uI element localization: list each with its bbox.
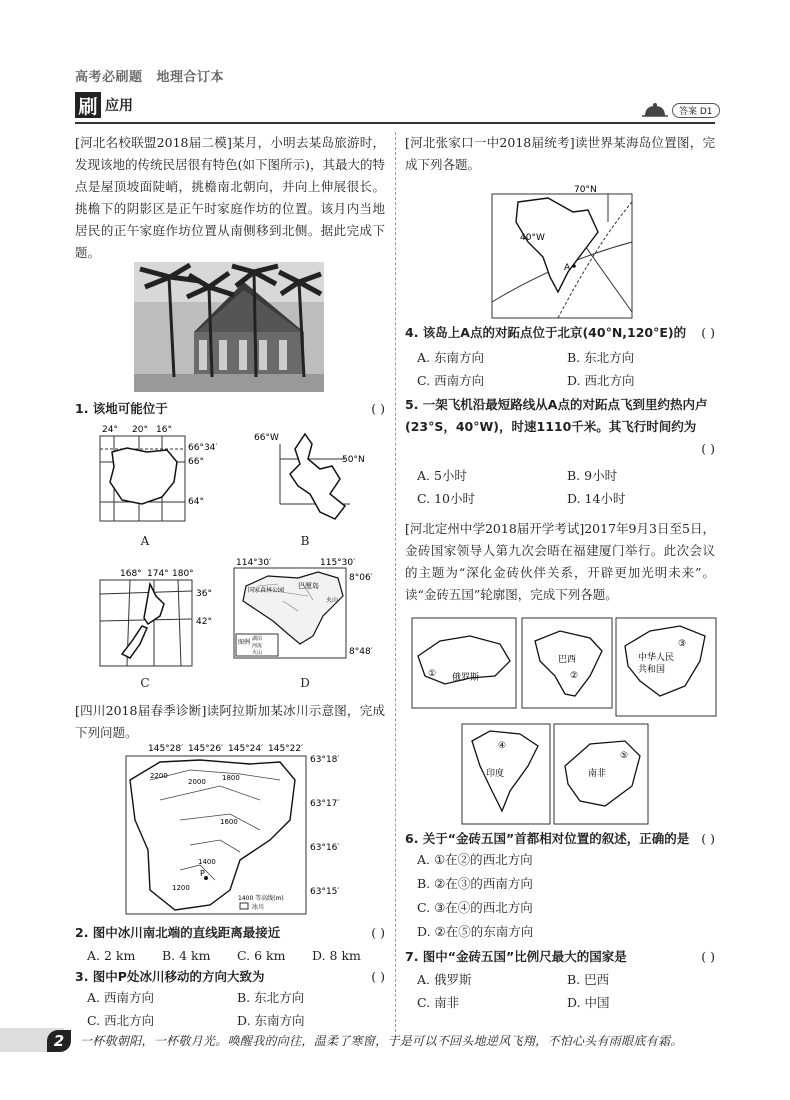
- map-c-lon-1: 168°: [120, 569, 142, 579]
- intro-passage-1: [河北名校联盟2018届二模]某月，小明去某岛旅游时，发现该地的传统民居很有特色(如下图所示)，其最大的特点是屋顶坡面陡峭，挑檐南北朝向，并向上伸展很长。挑檐下的阴影区是正午时家庭作坊的位置。该月内当地居民的正午家庭作坊位置从南侧移到北侧。据此完成下题。: [75, 135, 385, 260]
- option-a[interactable]: A. 5小时: [417, 468, 467, 483]
- question-6-options: [405, 848, 717, 944]
- island-map: [488, 182, 638, 322]
- label-russia: 俄罗斯: [452, 673, 480, 683]
- map-c-label: C: [140, 676, 150, 690]
- question-2-options: [75, 944, 387, 967]
- brics-maps: [410, 616, 720, 826]
- option-d[interactable]: D. ②在⑤的东南方向: [417, 924, 534, 939]
- map-a-lat-1: 66°34′: [188, 443, 218, 453]
- option-c[interactable]: C. 西南方向: [417, 373, 485, 388]
- answer-paren: ( ): [701, 949, 715, 964]
- map-d-label: D: [300, 676, 310, 690]
- option-c[interactable]: C. 10小时: [417, 491, 475, 506]
- option-c[interactable]: C. 西北方向: [87, 1013, 155, 1028]
- map-d-volcano: 火山: [326, 597, 339, 604]
- glacier-legend-glacier: 冰川: [252, 904, 265, 911]
- option-b[interactable]: B. ②在③的西南方向: [417, 876, 533, 891]
- map-a-lon-2: 20°: [132, 425, 148, 435]
- question-5-options: [405, 464, 717, 510]
- map-c: [92, 566, 222, 676]
- glacier-lon-4: 145°22′: [268, 744, 304, 754]
- answer-label: 答案 D1: [672, 103, 720, 118]
- map-d-lat-1: 8°06′: [349, 573, 373, 583]
- num-1: ①: [428, 669, 437, 679]
- glacier-lon-1: 145°28′: [148, 744, 184, 754]
- map-b-label: B: [300, 534, 310, 548]
- label-china-2: 共和国: [638, 665, 666, 675]
- map-a-lat-3: 64°: [188, 497, 204, 507]
- answer-tag: [640, 102, 720, 118]
- map-c-lon-3: 180°: [172, 569, 194, 579]
- question-2: [75, 922, 385, 944]
- map-d-park: 国家森林公园: [248, 587, 285, 594]
- contour-2200: 2200: [150, 772, 168, 780]
- question-7-text: 7. 图中“金砖五国”比例尺最大的国家是: [405, 949, 627, 964]
- question-5: [405, 394, 715, 456]
- option-b[interactable]: B. 9小时: [567, 468, 618, 483]
- option-b[interactable]: B. 4 km: [162, 948, 211, 963]
- section-badge: [75, 92, 133, 118]
- contour-1400: 1400: [198, 858, 216, 866]
- question-7: [405, 946, 715, 968]
- glacier-legend-contour: 1400 等高线(m): [238, 895, 284, 902]
- map-a-lat-2: 66°: [188, 457, 204, 467]
- map-d-lon-2: 115°30′: [320, 558, 356, 568]
- island-lon: 40°W: [520, 233, 545, 243]
- option-a[interactable]: A. 西南方向: [87, 990, 154, 1005]
- point-a: A: [564, 263, 571, 273]
- option-b[interactable]: B. 巴西: [567, 972, 610, 987]
- option-d[interactable]: D. 14小时: [567, 491, 626, 506]
- glacier-lon-3: 145°24′: [228, 744, 264, 754]
- map-b: [250, 424, 370, 534]
- glacier-lat-2: 63°17′: [310, 799, 340, 809]
- option-d[interactable]: D. 东南方向: [237, 1013, 305, 1028]
- intro-passage-4: [河北定州中学2018届开学考试]2017年9月3日至5日，金砖国家领导人第九次会晤在福建厦门举行。此次会议的主题为“深化金砖伙伴关系，开辟更加光明未来”。读“金砖五国”轮廓图，完成下列各题。: [405, 521, 715, 602]
- label-brazil: 巴西: [558, 655, 577, 665]
- map-d-island: 巴厘岛: [298, 582, 319, 590]
- question-1: [75, 398, 385, 420]
- island-lat: 70°N: [574, 185, 597, 195]
- option-a[interactable]: A. 俄罗斯: [417, 972, 472, 987]
- map-d-lon-1: 114°30′: [236, 558, 272, 568]
- point-p: P: [200, 869, 205, 878]
- map-a-label: A: [140, 534, 150, 548]
- map-c-lat-2: 42°: [196, 617, 212, 627]
- glacier-lat-3: 63°16′: [310, 843, 340, 853]
- answer-paren: ( ): [371, 969, 385, 984]
- option-a[interactable]: A. 2 km: [87, 948, 136, 963]
- answer-paren: ( ): [701, 325, 715, 340]
- answer-paren: ( ): [371, 925, 385, 940]
- map-d-legend-3: 火山: [252, 650, 263, 656]
- question-7-options: [405, 968, 717, 1014]
- map-d-legend-title: 图例: [238, 639, 251, 646]
- glacier-lon-2: 145°26′: [188, 744, 224, 754]
- answer-paren: ( ): [701, 831, 715, 846]
- house-photo: [134, 262, 324, 392]
- contour-2000: 2000: [188, 778, 206, 786]
- question-3: [75, 966, 385, 988]
- map-a-lon-3: 16°: [156, 425, 172, 435]
- intro-passage-2: [四川2018届春季诊断]读阿拉斯加某冰川示意图，完成下列问题。: [75, 703, 385, 740]
- label-india: 印度: [486, 769, 505, 779]
- book-title: 高考必刷题: [75, 70, 143, 85]
- column-divider: [395, 132, 396, 1037]
- badge-main: 刷: [75, 92, 101, 118]
- num-3: ③: [678, 639, 687, 649]
- map-b-lat: 50°N: [342, 455, 365, 465]
- header-rule: [75, 122, 715, 124]
- map-c-lat-1: 36°: [196, 589, 212, 599]
- option-c[interactable]: C. 6 km: [237, 948, 286, 963]
- option-c[interactable]: C. 南非: [417, 995, 460, 1010]
- question-6: [405, 828, 715, 850]
- running-header: [75, 66, 238, 85]
- option-c[interactable]: C. ③在④的西北方向: [417, 900, 533, 915]
- question-4: [405, 322, 715, 344]
- map-a: [92, 422, 218, 537]
- answer-paren: ( ): [371, 401, 385, 416]
- question-1-text: 1. 该地可能位于: [75, 401, 168, 416]
- option-d[interactable]: D. 中国: [567, 995, 610, 1010]
- option-a[interactable]: A. 东南方向: [417, 350, 484, 365]
- bell-icon: [640, 102, 670, 118]
- book-subtitle: 地理合订本: [156, 70, 225, 85]
- option-d[interactable]: D. 8 km: [312, 948, 361, 963]
- contour-1600: 1600: [220, 818, 238, 826]
- num-2: ②: [570, 671, 579, 681]
- num-4: ④: [498, 741, 507, 751]
- label-south-africa: 南非: [588, 769, 607, 779]
- glacier-lat-4: 63°15′: [310, 887, 340, 897]
- question-4-options: [405, 346, 717, 392]
- intro-passage-3: [河北张家口一中2018届统考]读世界某海岛位置图，完成下列各题。: [405, 135, 715, 172]
- label-china-1: 中华人民: [638, 653, 675, 663]
- question-5-text: 5. 一架飞机沿最短路线从A点的对跖点飞到里约热内卢(23°S，40°W)，时速1110千米。其飞行时间约为: [405, 397, 708, 434]
- page-number: 2: [47, 1030, 71, 1052]
- option-b[interactable]: B. 东北方向: [567, 350, 635, 365]
- badge-sub: 应用: [105, 98, 133, 114]
- question-3-text: 3. 图中P处冰川移动的方向大致为: [75, 969, 265, 984]
- option-d[interactable]: D. 西北方向: [567, 373, 635, 388]
- footer-motto: 一杯敬朝阳，一杯敬月光。唤醒我的向往，温柔了寒窗，于是可以不回头地逆风飞翔，不怕心头有雨眼底有霜。: [80, 1034, 683, 1048]
- option-b[interactable]: B. 东北方向: [237, 990, 305, 1005]
- map-a-lon-1: 24°: [102, 425, 118, 435]
- map-d: [228, 556, 388, 660]
- glacier-lat-1: 63°18′: [310, 755, 340, 765]
- question-4-text: 4. 该岛上A点的对跖点位于北京(40°N,120°E)的: [405, 325, 687, 340]
- contour-1200: 1200: [172, 884, 190, 892]
- answer-paren: ( ): [701, 441, 715, 456]
- option-a[interactable]: A. ①在②的西北方向: [417, 852, 533, 867]
- map-b-lon: 66°W: [254, 433, 279, 443]
- question-6-text: 6. 关于“金砖五国”首都相对位置的叙述，正确的是: [405, 831, 690, 846]
- contour-1800: 1800: [222, 774, 240, 782]
- question-3-options: [75, 986, 387, 1032]
- glacier-map: [120, 740, 365, 918]
- map-c-lon-2: 174°: [147, 569, 169, 579]
- map-d-legend-2: 河流: [252, 643, 263, 649]
- num-5: ⑤: [620, 751, 629, 761]
- map-d-lat-2: 8°48′: [349, 647, 373, 657]
- question-2-text: 2. 图中冰川南北端的直线距离最接近: [75, 925, 281, 940]
- map-d-legend-1: 湖泊: [252, 636, 263, 642]
